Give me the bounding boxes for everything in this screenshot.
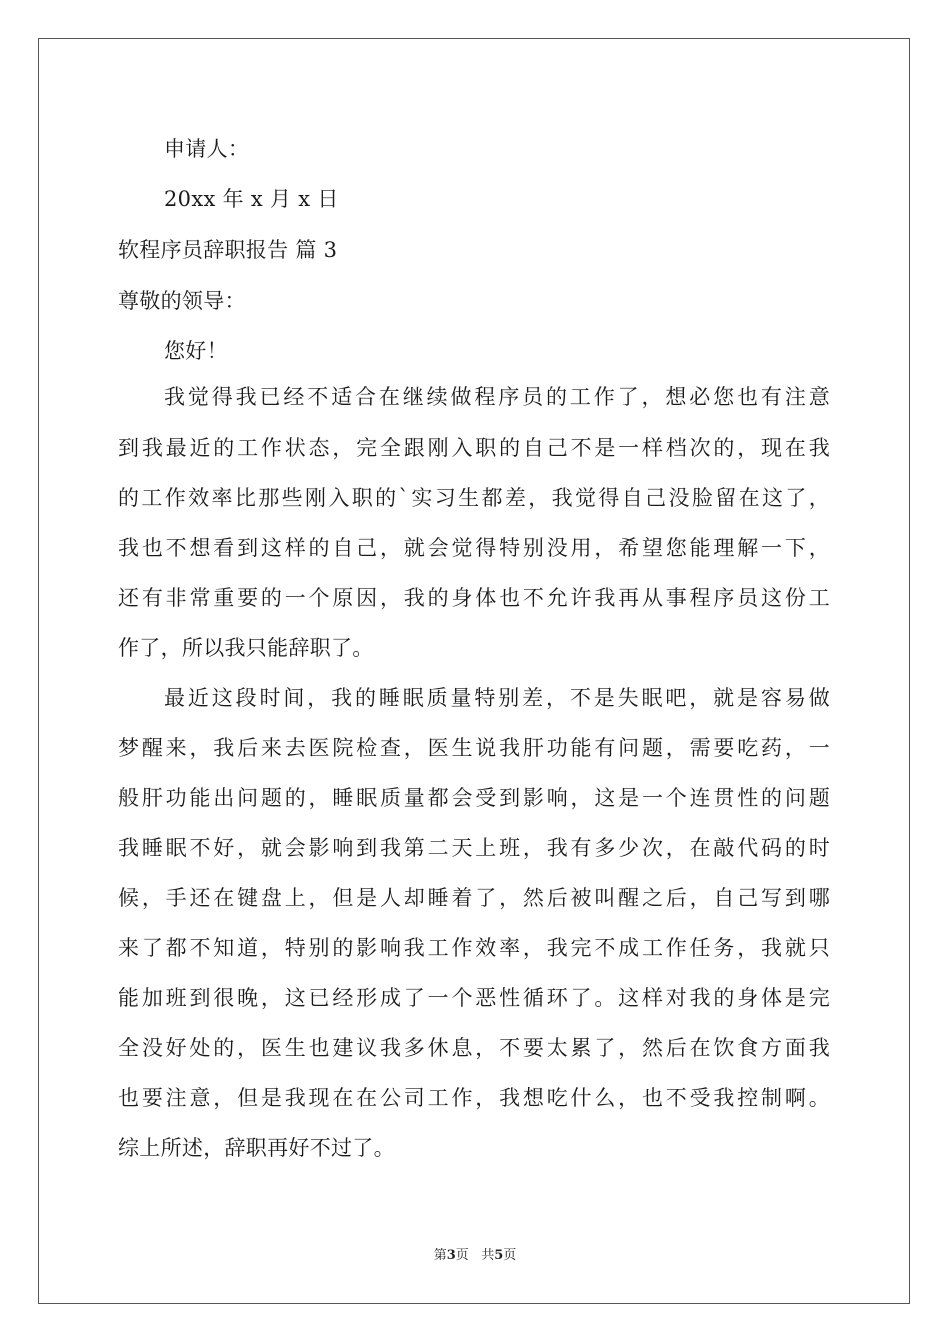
paragraph-line: 到我最近的工作状态，完全跟刚入职的自己不是一样档次的，现在我 bbox=[118, 436, 830, 460]
paragraph-line: 我觉得我已经不适合在继续做程序员的工作了，想必您也有注意 bbox=[164, 385, 830, 409]
page-footer bbox=[0, 1247, 950, 1265]
section-title: 软程序员辞职报告 篇 3 bbox=[118, 238, 338, 262]
paragraph-line: 还有非常重要的一个原因，我的身体也不允许我再从事程序员这份工 bbox=[118, 586, 830, 610]
paragraph-line: 能加班到很晚，这已经形成了一个恶性循环了。这样对我的身体是完 bbox=[118, 986, 830, 1010]
paragraph-line: 般肝功能出问题的，睡眠质量都会受到影响，这是一个连贯性的问题 bbox=[118, 786, 830, 810]
paragraph-line: 综上所述，辞职再好不过了。 bbox=[118, 1136, 395, 1160]
paragraph-line: 我睡眠不好，就会影响到我第二天上班，我有多少次，在敲代码的时 bbox=[118, 836, 830, 860]
page-border bbox=[38, 38, 910, 1304]
salutation: 尊敬的领导： bbox=[118, 289, 246, 313]
paragraph-line: 来了都不知道，特别的影响我工作效率，我完不成工作任务，我就只 bbox=[118, 936, 830, 960]
page-prefix: 第 bbox=[433, 1248, 447, 1263]
paragraph-line: 候，手还在键盘上，但是人却睡着了，然后被叫醒之后，自己写到哪 bbox=[118, 886, 830, 910]
paragraph-line: 我也不想看到这样的自己，就会觉得特别没用，希望您能理解一下， bbox=[118, 536, 830, 560]
paragraph-line: 也要注意，但是我现在在公司工作，我想吃什么，也不受我控制啊。 bbox=[118, 1086, 830, 1110]
paragraph-line: 作了，所以我只能辞职了。 bbox=[118, 636, 374, 660]
page-suffix: 页 bbox=[455, 1248, 469, 1263]
greeting: 您好！ bbox=[164, 339, 228, 363]
total-prefix: 共 bbox=[481, 1248, 495, 1263]
page-total: 5 bbox=[494, 1248, 504, 1263]
signature-date: 20xx 年 x 月 x 日 bbox=[164, 187, 339, 211]
page-current: 3 bbox=[446, 1248, 456, 1263]
paragraph-line: 全没好处的，医生也建议我多休息，不要太累了，然后在饮食方面我 bbox=[118, 1036, 830, 1060]
paragraph-line: 梦醒来，我后来去医院检查，医生说我肝功能有问题，需要吃药，一 bbox=[118, 736, 830, 760]
paragraph-line: 最近这段时间，我的睡眠质量特别差，不是失眠吧，就是容易做 bbox=[164, 686, 830, 710]
paragraph-line: 的工作效率比那些刚入职的`实习生都差，我觉得自己没脸留在这了， bbox=[118, 486, 830, 510]
total-suffix: 页 bbox=[503, 1248, 517, 1263]
applicant-label: 申请人： bbox=[164, 137, 250, 161]
